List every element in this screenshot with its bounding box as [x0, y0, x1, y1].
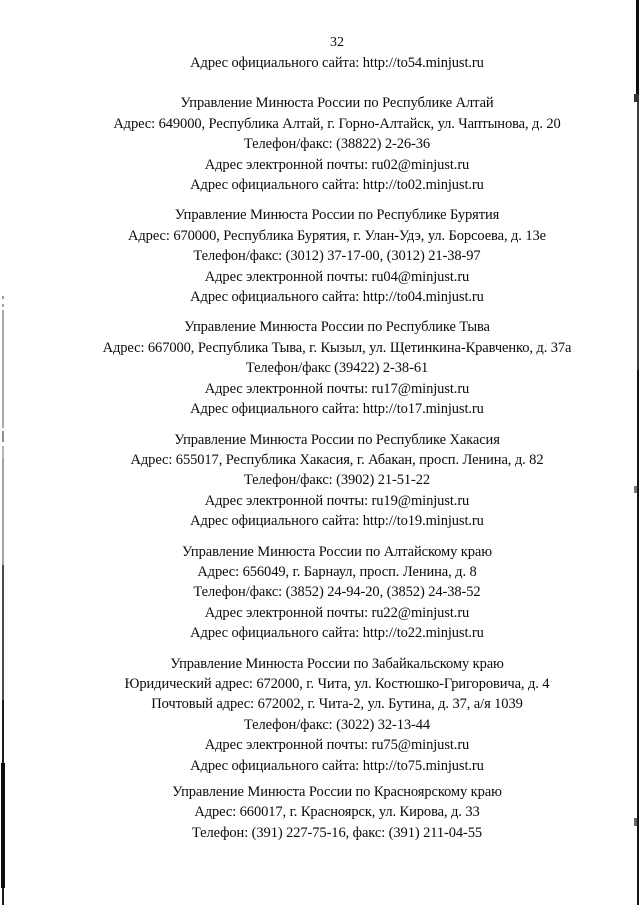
scan-artifact-left-line	[2, 310, 4, 428]
office-block	[82, 205, 592, 307]
office-line: Телефон: (391) 227-75-16, факс: (391) 211-04-55	[191, 824, 483, 841]
scan-artifact-left-dot	[2, 296, 4, 299]
office-line: Управление Минюста России по Забайкальскому краю	[170, 655, 504, 672]
office-line: Адрес официального сайта: http://to22.minjust.ru	[190, 625, 484, 642]
scan-artifact-left-dash	[2, 431, 4, 442]
office-line: Почтовый адрес: 672002, г. Чита-2, ул. Бутина, д. 37, а/я 1039	[151, 696, 523, 713]
office-block	[82, 93, 592, 195]
office-line: Управление Минюста России по Красноярскому краю	[172, 784, 502, 800]
office-line: Адрес: 670000, Республика Бурятия, г. Улан-Удэ, ул. Борсоева, д. 13е	[128, 227, 546, 244]
office-block	[82, 542, 592, 644]
scan-artifact-left-line	[2, 888, 4, 905]
office-line: Адрес: 667000, Республика Тыва, г. Кызыл, ул. Щетинкина-Кравченко, д. 37а	[102, 339, 572, 356]
office-line: Адрес: 660017, г. Красноярск, ул. Кирова, д. 33	[194, 804, 480, 821]
office-line: Адрес: 656049, г. Барнаул, просп. Ленина, д. 8	[197, 563, 477, 580]
office-line: Управление Минюста России по Республике Хакасия	[174, 431, 500, 448]
scan-artifact-left-dot	[2, 304, 4, 307]
page-number: 32	[330, 35, 344, 50]
office-line: Адрес официального сайта: http://to02.minjust.ru	[190, 177, 484, 194]
office-line: Управление Минюста России по Республике Бурятия	[174, 207, 500, 224]
office-line: Адрес электронной почты: ru22@minjust.ru	[204, 604, 470, 621]
office-line: Адрес электронной почты: ru02@minjust.ru	[204, 156, 470, 173]
office-line: Телефон/факс: (3902) 21-51-22	[243, 472, 431, 489]
office-line: Адрес официального сайта: http://to17.minjust.ru	[190, 401, 484, 418]
office-block	[82, 782, 592, 843]
office-line: Управление Минюста России по Республике Тыва	[184, 319, 490, 336]
office-line: Адрес электронной почты: ru17@minjust.ru	[204, 380, 470, 397]
office-line: Телефон/факс (39422) 2-38-61	[245, 360, 429, 377]
office-line: Адрес официального сайта: http://to04.minjust.ru	[190, 289, 484, 306]
office-line: Телефон/факс: (3852) 24-94-20, (3852) 24-38-52	[193, 584, 481, 601]
scan-artifact-right-line	[636, 0, 639, 96]
scan-artifact-left-line	[2, 458, 4, 565]
office-line: Юридический адрес: 672000, г. Чита, ул. Костюшко-Григоровича, д. 4	[124, 675, 550, 692]
office-block	[82, 430, 592, 532]
office-line: Телефон/факс: (38822) 2-26-36	[243, 136, 431, 153]
office-line: Адрес официального сайта: http://to19.minjust.ru	[190, 513, 484, 530]
office-line: Адрес электронной почты: ru75@minjust.ru	[204, 737, 470, 754]
office-line: Управление Минюста России по Алтайскому краю	[182, 543, 492, 560]
scan-artifact-right-line	[637, 370, 639, 905]
office-line: Телефон/факс: (3012) 37-17-00, (3012) 21-38-97	[193, 248, 481, 265]
office-list	[82, 93, 592, 843]
scan-artifact-right-line	[637, 102, 639, 370]
scan-artifact-right-notch	[634, 94, 639, 102]
scan-artifact-left-dash	[2, 446, 4, 458]
scan-artifact-left-line-thick	[1, 763, 5, 888]
office-line: Адрес электронной почты: ru19@minjust.ru	[204, 492, 470, 509]
scan-artifact-right-notch	[634, 818, 637, 826]
office-line: Управление Минюста России по Республике Алтай	[180, 95, 494, 112]
office-line: Телефон/факс: (3022) 32-13-44	[243, 716, 431, 733]
office-block	[82, 654, 592, 776]
office-line: Адрес: 655017, Республика Хакасия, г. Абакан, просп. Ленина, д. 82	[130, 451, 544, 468]
scan-artifact-right-notch	[634, 486, 637, 493]
continuation-line: Адрес официального сайта: http://to54.minjust.ru	[190, 55, 484, 71]
office-line: Адрес официального сайта: http://to75.minjust.ru	[190, 757, 484, 774]
document-page	[82, 0, 592, 843]
scan-artifact-left-line	[2, 700, 4, 763]
office-block	[82, 317, 592, 419]
office-line: Адрес: 649000, Республика Алтай, г. Горно-Алтайск, ул. Чаптынова, д. 20	[113, 115, 561, 132]
scan-artifact-left-line	[2, 565, 4, 700]
office-line: Адрес электронной почты: ru04@minjust.ru	[204, 268, 470, 285]
